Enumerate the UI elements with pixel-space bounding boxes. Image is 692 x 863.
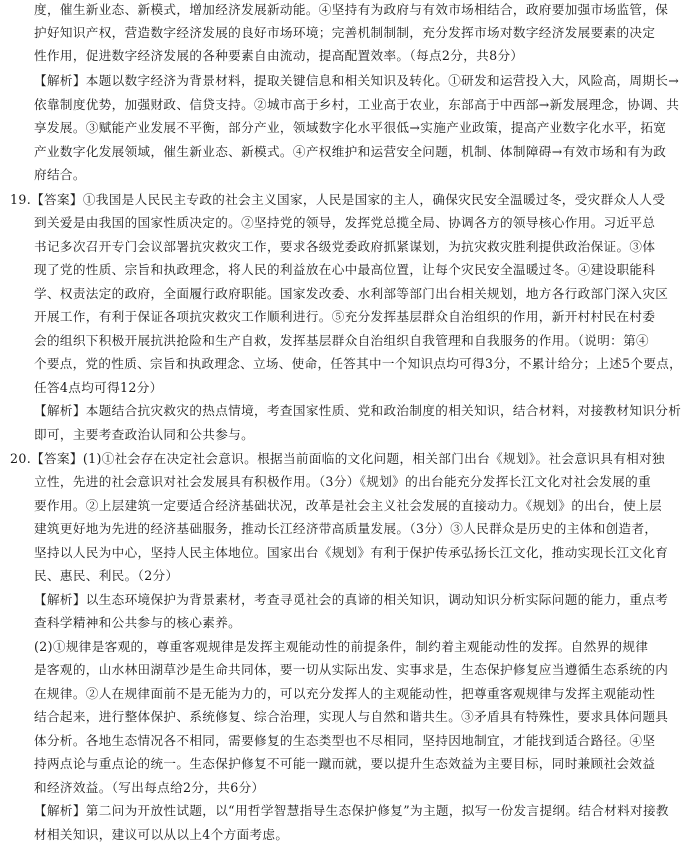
text-line: 查科学精神和公共参与的核心素养。	[34, 615, 242, 630]
text-line: 【解析】第二问为开放性试题，以“用哲学智慧指导生态保护修复”为主题，拟写一份发言提纲。结合材料对接教	[34, 803, 669, 818]
question-20-answer-line: 20.【答案】(1)①社会存在决定社会意识。根据当前面临的文化问题，相关部门出台《规划》。社会意识具有相对独	[10, 451, 665, 466]
text-line: 学、权责法定的政府，全面履行政府职能。国家发改委、水利部等部门出台相关规划，地方各行政部门深入灾区	[34, 286, 669, 301]
text-line: 【解析】以生态环境保护为背景素材，考查寻觅社会的真谛的相关知识，调动知识分析实际问题的能力，重点考	[34, 592, 669, 607]
text-line: 结合起来，进行整体保护、系统修复、综合治理，实现人与自然和谐共生。③矛盾具有特殊性，要求具体问题具	[34, 709, 669, 724]
text-line: 依靠制度优势，加强财政、信贷支持。②城市高于乡村，工业高于农业，东部高于中西部→新发展理念，协调、共	[34, 97, 680, 112]
question-19-answer-line: 19.【答案】①我国是人民民主专政的社会主义国家，人民是国家的主人，确保灾民安全温暖过冬，受灾群众人人受	[10, 192, 666, 207]
text-line: 个要点，党的性质、宗旨和执政理念、立场、使命，任答其中一个知识点均可得3分，不累计给分；上述5个要点，	[34, 356, 682, 371]
text-line: 现了党的性质、宗旨和执政理念，将人民的利益放在心中最高位置，让每个灾民安全温暖过冬。④建设职能科	[34, 262, 656, 277]
text-line: 任答4点均可得12分）	[34, 380, 163, 395]
text-line: 府结合。	[34, 167, 86, 182]
text-line: 到关爱是由我国的国家性质决定的。②坚持党的领导，发挥党总揽全局、协调各方的领导核心作用。习近平总	[34, 215, 656, 230]
text-line: 建筑更好地为先进的经济基础服务，推动长江经济带高质量发展。（3分）③人民群众是历史的主体和创造者，	[34, 521, 658, 536]
text-line: 体分析。各地生态情况各不相同，需要修复的生态类型也不尽相同，坚持因地制宜，才能找到适合路径。④坚	[34, 733, 656, 748]
text-line: 坚持以人民为中心，坚持人民主体地位。国家出台《规划》有利于保护传承弘扬长江文化，推动实现长江文化育	[34, 545, 669, 560]
text-line: 即可，主要考查政治认同和公共参与。	[34, 427, 255, 442]
text-line: 度，催生新业态、新模式，增加经济发展新动能。④坚持有为政府与有效市场相结合，政府要加强市场监管，保	[34, 2, 669, 17]
text-line: (2)①规律是客观的，尊重客观规律是发挥主观能动性的前提条件，制约着主观能动性的发挥。自然界的规律	[34, 639, 649, 654]
text-line: 享发展。③赋能产业发展不平衡，部分产业，领域数字化水平很低→实施产业政策，提高产业数字化水平，拓宽	[34, 120, 667, 135]
text-line: 持两点论与重点论的统一。生态保护修复不可能一蹴而就，要以提升生态效益为主要目标，同时兼顾社会效益	[34, 756, 656, 771]
text-line: 开展工作，有利于保证各项抗灾救灾工作顺利进行。⑤充分发挥基层群众自治组织的作用，新开村村民在村委	[34, 309, 656, 324]
text-line: 【解析】本题以数字经济为背景材料，提取关键信息和相关知识及转化。①研发和运营投入大，风险高，周期长→	[34, 73, 680, 88]
text-line: 材相关知识，建议可以从以上4个方面考虑。	[34, 827, 289, 842]
text-line: 【解析】本题结合抗灾救灾的热点情境，考查国家性质、党和政治制度的相关知识，结合材料，对接教材知识分析	[34, 403, 682, 418]
text-line: 民、惠民、利民。（2分）	[34, 568, 179, 583]
text-line: 在规律。②人在规律面前不是无能为力的，可以充分发挥人的主观能动性，把尊重客观规律与发挥主观能动性	[34, 686, 656, 701]
text-line: 性作用，促进数字经济发展的各种要素自由流动，提高配置效率。（每点2分，共8分）	[34, 48, 524, 63]
text-line: 要作用。②上层建筑一定要适合经济基础状况，改革是社会主义社会发展的直接动力。《规划》的出台，使上层	[34, 498, 662, 513]
text-line: 和经济效益。（写出每点给2分，共6分）	[34, 780, 265, 795]
text-line: 书记多次召开专门会议部署抗灾救灾工作，要求各级党委政府抓紧谋划，为抗灾救灾胜利提供政治保证。③体	[34, 239, 656, 254]
text-line: 立性，先进的社会意识对社会发展具有积极作用。（3分）《规划》的出台能充分发挥长江文化对社会发展的重	[34, 474, 652, 489]
text-line: 会的组织下积极开展抗洪抢险和生产自救，发挥基层群众自治组织自我管理和自我服务的作用。（说明：第④	[34, 333, 649, 348]
text-line: 是客观的，山水林田湖草沙是生命共同体，要一切从实际出发、实事求是，生态保护修复应当遵循生态系统的内	[34, 662, 669, 677]
text-line: 护好知识产权，营造数字经济发展的良好市场环境；完善机制制制，充分发挥市场对数字经济发展要素的决定	[34, 25, 656, 40]
text-line: 产业数字化发展领域，催生新业态、新模式。④产权维护和运营安全问题，机制、体制障碍→有效市场和有为政	[34, 144, 667, 159]
